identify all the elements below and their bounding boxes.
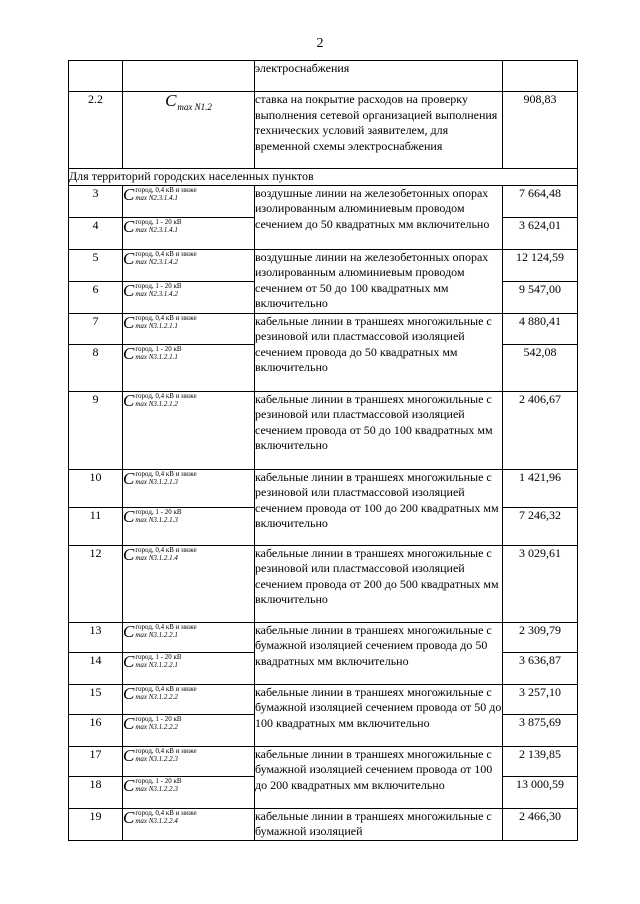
symbol-superscript: город, 1 - 20 кВ xyxy=(135,714,182,723)
rate-value: 7 246,32 xyxy=(503,507,578,545)
row-number: 9 xyxy=(69,391,123,469)
symbol-letter: C xyxy=(123,807,135,827)
section-title: Для территорий городских населенных пунктов xyxy=(69,169,578,186)
symbol-subscript: max N3.1.2.2.1 xyxy=(135,630,178,639)
table-cell-description: электроснабжения xyxy=(255,61,503,92)
symbol-subscript: max N2.3.1.4.2 xyxy=(135,257,178,266)
tariff-symbol xyxy=(123,249,255,281)
rate-value: 3 029,61 xyxy=(503,545,578,622)
symbol-letter: C xyxy=(123,312,135,332)
symbol-subscript: max N2.3.1.4.1 xyxy=(135,225,178,234)
table-cell-description: кабельные линии в траншеях многожильные с резиновой или пластмассовой изоляцией сечением провода от 200 до 500 квадратных мм включительно xyxy=(255,545,503,622)
table-row xyxy=(69,622,578,652)
symbol-letter: C xyxy=(123,683,135,703)
rate-value: 13 000,59 xyxy=(503,776,578,808)
row-number: 10 xyxy=(69,469,123,507)
table-row xyxy=(69,249,578,281)
symbol-letter: C xyxy=(123,280,135,300)
rate-value: 7 664,48 xyxy=(503,185,578,217)
symbol-letter: C xyxy=(123,544,135,564)
tariff-symbol xyxy=(123,776,255,808)
row-number: 3 xyxy=(69,185,123,217)
tariff-symbol xyxy=(123,684,255,714)
rate-value: 3 636,87 xyxy=(503,652,578,684)
symbol-superscript: город, 0,4 кВ и ниже xyxy=(135,684,197,693)
symbol-letter: C xyxy=(123,390,135,410)
row-number: 15 xyxy=(69,684,123,714)
rate-value: 2 406,67 xyxy=(503,391,578,469)
symbol-letter: C xyxy=(123,745,135,765)
symbol-letter: C xyxy=(123,713,135,733)
tariff-symbol xyxy=(123,185,255,217)
symbol-subscript: max N3.1.2.2.3 xyxy=(135,754,178,763)
symbol-letter: C xyxy=(123,621,135,641)
symbol-superscript: город, 1 - 20 кВ xyxy=(135,652,182,661)
rate-value: 3 257,10 xyxy=(503,684,578,714)
rate-value: 542,08 xyxy=(503,344,578,391)
symbol-superscript: город, 0,4 кВ и ниже xyxy=(135,185,197,194)
symbol-subscript: max N3.1.2.2.2 xyxy=(135,722,178,731)
symbol-subscript: max N3.1.2.1.1 xyxy=(135,352,178,361)
row-number: 6 xyxy=(69,281,123,313)
row-number: 4 xyxy=(69,217,123,249)
tariff-symbol xyxy=(123,92,255,169)
tariff-table xyxy=(68,60,578,841)
tariff-symbol xyxy=(123,746,255,776)
symbol-letter: C xyxy=(123,651,135,671)
table-cell-description: кабельные линии в траншеях многожильные с резиновой или пластмассовой изоляцией сечением провода от 100 до 200 квадратных мм включительно xyxy=(255,469,503,545)
symbol-letter: C xyxy=(123,775,135,795)
row-number: 14 xyxy=(69,652,123,684)
row-number: 5 xyxy=(69,249,123,281)
row-number: 16 xyxy=(69,714,123,746)
tariff-symbol xyxy=(123,507,255,545)
row-number: 8 xyxy=(69,344,123,391)
symbol-superscript: город, 0,4 кВ и ниже xyxy=(135,808,197,817)
table-cell-empty xyxy=(69,61,123,92)
rate-value: 1 421,96 xyxy=(503,469,578,507)
symbol-superscript: город, 0,4 кВ и ниже xyxy=(135,249,197,258)
tariff-symbol xyxy=(123,391,255,469)
tariff-symbol xyxy=(123,217,255,249)
row-number: 7 xyxy=(69,313,123,344)
tariff-symbol xyxy=(123,652,255,684)
table-cell-description: кабельные линии в траншеях многожильные с бумажной изоляцией xyxy=(255,808,503,840)
symbol-letter: C xyxy=(123,506,135,526)
table-row xyxy=(69,684,578,714)
symbol-letter: C xyxy=(165,91,177,110)
symbol-subscript: max N3.1.2.2.4 xyxy=(135,816,178,825)
table-row-2-2 xyxy=(69,92,578,169)
row-number: 12 xyxy=(69,545,123,622)
tariff-symbol xyxy=(123,313,255,344)
symbol-subscript: max N2.3.1.4.1 xyxy=(135,193,178,202)
symbol-superscript: город, 0,4 кВ и ниже xyxy=(135,746,197,755)
symbol-superscript: город, 0,4 кВ и ниже xyxy=(135,391,197,400)
tariff-symbol xyxy=(123,545,255,622)
row-number: 13 xyxy=(69,622,123,652)
row-number: 18 xyxy=(69,776,123,808)
section-header-row xyxy=(69,169,578,186)
symbol-subscript: max N3.1.2.1.2 xyxy=(135,399,178,408)
symbol-subscript: max N3.1.2.2.3 xyxy=(135,784,178,793)
symbol-superscript: город, 1 - 20 кВ xyxy=(135,281,182,290)
table-cell-description: кабельные линии в траншеях многожильные с бумажной изоляцией сечением провода от 100 до 200 квадратных мм включительно xyxy=(255,746,503,808)
symbol-subscript: max N3.1.2.2.1 xyxy=(135,660,178,669)
symbol-superscript: город, 1 - 20 кВ xyxy=(135,217,182,226)
symbol-superscript: город, 0,4 кВ и ниже xyxy=(135,313,197,322)
symbol-subscript: max N3.1.2.1.1 xyxy=(135,321,178,330)
symbol-subscript: max N1.2 xyxy=(177,102,212,112)
table-row xyxy=(69,185,578,217)
rate-value: 908,83 xyxy=(503,92,578,169)
symbol-superscript: город, 1 - 20 кВ xyxy=(135,776,182,785)
symbol-subscript: max N3.1.2.1.3 xyxy=(135,515,178,524)
table-cell-description: кабельные линии в траншеях многожильные с бумажной изоляцией сечением провода до 50 квадратных мм включительно xyxy=(255,622,503,684)
symbol-letter: C xyxy=(123,184,135,204)
rate-value: 2 139,85 xyxy=(503,746,578,776)
table-cell-empty xyxy=(123,61,255,92)
symbol-superscript: город, 0,4 кВ и ниже xyxy=(135,622,197,631)
tariff-symbol xyxy=(123,344,255,391)
rate-value: 12 124,59 xyxy=(503,249,578,281)
table-row xyxy=(69,545,578,622)
symbol-letter: C xyxy=(123,248,135,268)
tariff-symbol xyxy=(123,622,255,652)
symbol-subscript: max N3.1.2.1.4 xyxy=(135,553,178,562)
table-cell-empty xyxy=(503,61,578,92)
row-number: 2.2 xyxy=(69,92,123,169)
table-cell-description: воздушные линии на железобетонных опорах изолированным алюминиевым проводом сечением от 50 до 100 квадратных мм включительно xyxy=(255,249,503,313)
rate-value: 2 466,30 xyxy=(503,808,578,840)
symbol-superscript: город, 0,4 кВ и ниже xyxy=(135,469,197,478)
tariff-symbol xyxy=(123,469,255,507)
symbol-subscript: max N3.1.2.1.3 xyxy=(135,477,178,486)
rate-value: 3 875,69 xyxy=(503,714,578,746)
row-number: 19 xyxy=(69,808,123,840)
tariff-symbol xyxy=(123,281,255,313)
table-cell-description: кабельные линии в траншеях многожильные с бумажной изоляцией сечением провода от 50 до 100 квадратных мм включительно xyxy=(255,684,503,746)
table-cell-description: воздушные линии на железобетонных опорах изолированным алюминиевым проводом сечением до 50 квадратных мм включительно xyxy=(255,185,503,249)
rate-value: 2 309,79 xyxy=(503,622,578,652)
table-cell-description: кабельные линии в траншеях многожильные с резиновой или пластмассовой изоляцией сечением провода от 50 до 100 квадратных мм включительно xyxy=(255,391,503,469)
rate-value: 9 547,00 xyxy=(503,281,578,313)
table-cell-description: ставка на покрытие расходов на проверку выполнения сетевой организацией выполнения технических условий заявителем, для временной схемы электроснабжения xyxy=(255,92,503,169)
symbol-letter: C xyxy=(123,468,135,488)
tariff-symbol xyxy=(123,808,255,840)
rate-value: 4 880,41 xyxy=(503,313,578,344)
row-number: 17 xyxy=(69,746,123,776)
table-row xyxy=(69,808,578,840)
symbol-letter: C xyxy=(123,216,135,236)
symbol-subscript: max N2.3.1.4.2 xyxy=(135,289,178,298)
rate-value: 3 624,01 xyxy=(503,217,578,249)
symbol-letter: C xyxy=(123,343,135,363)
row-number: 11 xyxy=(69,507,123,545)
tariff-symbol xyxy=(123,714,255,746)
page-number: 2 xyxy=(316,36,324,51)
table-cell-description: кабельные линии в траншеях многожильные с резиновой или пластмассовой изоляцией сечением провода до 50 квадратных мм включительно xyxy=(255,313,503,391)
table-row xyxy=(69,746,578,776)
symbol-superscript: город, 1 - 20 кВ xyxy=(135,344,182,353)
table-row xyxy=(69,469,578,507)
table-row xyxy=(69,313,578,344)
table-row-top xyxy=(69,61,578,92)
symbol-subscript: max N3.1.2.2.2 xyxy=(135,692,178,701)
symbol-superscript: город, 0,4 кВ и ниже xyxy=(135,545,197,554)
symbol-superscript: город, 1 - 20 кВ xyxy=(135,507,182,516)
table-row xyxy=(69,391,578,469)
